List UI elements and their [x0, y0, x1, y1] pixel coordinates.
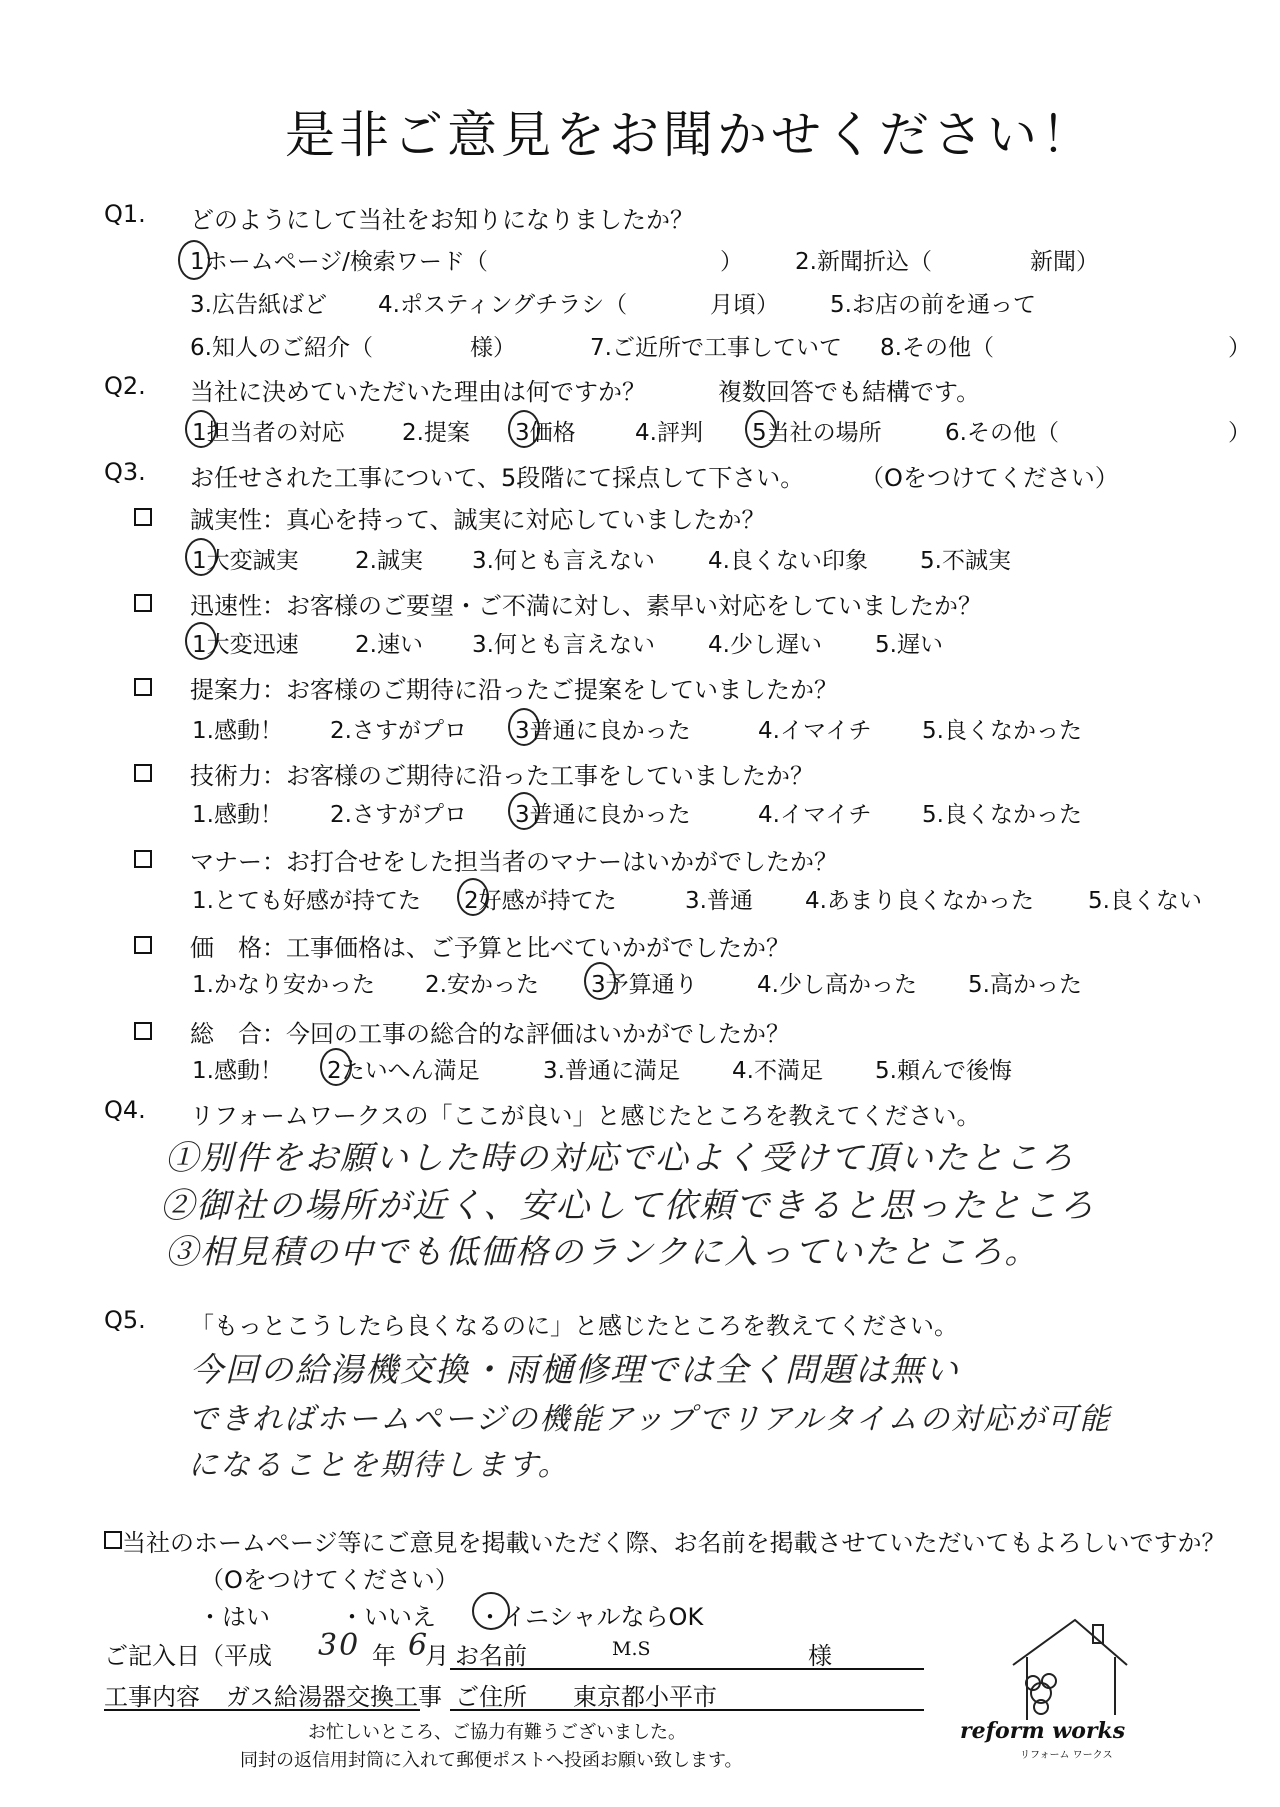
q1-option: 新聞） — [1030, 249, 1099, 275]
q3-label: Q3. — [104, 458, 146, 486]
q3-item-option: 4.少し遅い — [708, 632, 822, 658]
q3-item-option: 5.良くなかった — [922, 802, 1082, 828]
date-label: ご記入日（平成 — [104, 1642, 272, 1670]
q3-item-option: 2.さすがプロ — [330, 802, 467, 828]
q3-item-option: 5.頼んで後悔 — [875, 1058, 1012, 1084]
date-year: 30 — [318, 1628, 361, 1663]
q3-item-option: 3.普通 — [685, 888, 753, 914]
underline — [450, 1668, 924, 1670]
q3-item-option: 1.とても好感が持てた — [192, 888, 421, 914]
q3-item-option: 1大変迅速 — [192, 632, 299, 658]
q3-note: （Oをつけてください） — [860, 464, 1119, 492]
q3-item-option: 2たいへん満足 — [327, 1058, 480, 1084]
q3-item-question: 迅速性：お客様のご要望・ご不満に対し、素早い対応をしていましたか？ — [190, 592, 982, 620]
q3-item-option: 2好感が持てた — [464, 888, 617, 914]
q3-question: お任せされた工事について、5段階にて採点して下さい。 — [190, 464, 805, 492]
q1-option: ） — [1228, 335, 1251, 361]
underline — [104, 1709, 420, 1711]
checkbox — [134, 678, 152, 696]
q3-item-question: マナー：お打合せをした担当者のマナーはいかがでしたか？ — [190, 848, 838, 876]
q1-option: 8.その他（ — [880, 335, 994, 361]
q3-item-option: 2.安かった — [425, 972, 539, 998]
q4-handwritten-answer: ②御社の場所が近く、安心して依頼できると思ったところ — [160, 1186, 1096, 1226]
q3-item-question: 提案力：お客様のご期待に沿ったご提案をしていましたか？ — [190, 676, 838, 704]
q3-item-option: 3.何とも言えない — [472, 548, 655, 574]
q3-item-option: 4.少し高かった — [757, 972, 917, 998]
date-month: 6 — [408, 1628, 430, 1663]
customer-name: M.S — [612, 1638, 651, 1660]
q2-option: 3価格 — [515, 420, 576, 446]
q3-item-question: 誠実性：真心を持って、誠実に対応していましたか？ — [190, 506, 766, 534]
address-value: 東京都小平市 — [573, 1683, 717, 1711]
q2-option: 6.その他（ — [945, 420, 1059, 446]
checkbox — [134, 936, 152, 954]
page-title: 是非ご意見をお聞かせください！ — [285, 106, 1095, 164]
date-year-unit: 年 — [372, 1642, 396, 1670]
q5-label: Q5. — [104, 1306, 146, 1334]
q5-handwritten-answer: になることを期待します。 — [188, 1448, 570, 1483]
q3-item-option: 2.速い — [355, 632, 423, 658]
q3-item-option: 1.感動！ — [192, 802, 283, 828]
q3-item-option: 4.イマイチ — [758, 802, 872, 828]
q2-option: 2.提案 — [402, 420, 470, 446]
q3-item-question: 技術力：お客様のご期待に沿った工事をしていましたか？ — [190, 762, 814, 790]
q1-option: 2.新聞折込（ — [795, 249, 932, 275]
q1-option: 6.知人のご紹介（ — [190, 335, 373, 361]
q3-item-option: 3.何とも言えない — [472, 632, 655, 658]
q3-item-option: 4.不満足 — [732, 1058, 823, 1084]
address-label: ご住所 — [455, 1683, 527, 1711]
q3-item-option: 2.さすがプロ — [330, 718, 467, 744]
q4-handwritten-answer: ①別件をお願いした時の対応で心よく受けて頂いたところ — [165, 1138, 1075, 1177]
consent-option: ・いいえ — [340, 1603, 436, 1631]
checkbox — [104, 1531, 122, 1549]
checkbox — [134, 764, 152, 782]
q1-option: ） — [720, 249, 743, 275]
house-logo-icon — [1005, 1615, 1130, 1725]
work-label: 工事内容 — [104, 1683, 200, 1711]
work-content: ガス給湯器交換工事 — [226, 1683, 442, 1711]
q3-item-option: 1.感動！ — [192, 718, 283, 744]
q3-item-option: 1大変誠実 — [192, 548, 299, 574]
q3-item-option: 5.遅い — [875, 632, 943, 658]
checkbox — [134, 508, 152, 526]
q1-label: Q1. — [104, 200, 146, 228]
q3-item-option: 5.高かった — [968, 972, 1082, 998]
q1-option: 様） — [470, 335, 516, 361]
logo-subtext: リフォーム ワークス — [1020, 1750, 1113, 1761]
q3-item-option: 3予算通り — [591, 972, 698, 998]
q3-item-option: 5.良くなかった — [922, 718, 1082, 744]
q4-handwritten-answer: ③相見積の中でも低価格のランクに入っていたところ。 — [165, 1232, 1040, 1271]
q3-item-option: 4.あまり良くなかった — [805, 888, 1034, 914]
name-label: お名前 — [455, 1642, 527, 1670]
q3-item-option: 3普通に良かった — [515, 802, 691, 828]
checkbox — [134, 594, 152, 612]
q3-item-option: 2.誠実 — [355, 548, 423, 574]
q4-label: Q4. — [104, 1096, 146, 1124]
q5-handwritten-answer: 今回の給湯機交換・雨樋修理では全く問題は無い — [190, 1350, 960, 1389]
q1-question: どのようにして当社をお知りになりましたか？ — [190, 206, 694, 234]
q3-item-option: 4.良くない印象 — [708, 548, 868, 574]
q2-option: 4.評判 — [635, 420, 703, 446]
q3-item-option: 3普通に良かった — [515, 718, 691, 744]
q1-option: 3.広告紙ばど — [190, 292, 327, 318]
q2-question: 当社に決めていただいた理由は何ですか？ — [190, 378, 646, 406]
q3-item-option: 1.感動！ — [192, 1058, 283, 1084]
honorific: 様 — [808, 1642, 832, 1670]
q5-handwritten-answer: できればホームページの機能アップでリアルタイムの対応が可能 — [188, 1402, 1112, 1437]
consent-option: ・はい — [198, 1603, 270, 1631]
thanks-message: お忙しいところ、ご協力有難うございました。 — [308, 1722, 686, 1743]
date-month-unit: 月 — [425, 1642, 449, 1670]
q2-label: Q2. — [104, 372, 146, 400]
q3-item-option: 5.良くない — [1088, 888, 1202, 914]
consent-note: （Oをつけてください） — [200, 1566, 459, 1594]
q3-item-option: 5.不誠実 — [920, 548, 1011, 574]
consent-option: ・イニシャルならOK — [478, 1603, 704, 1631]
q3-item-option: 4.イマイチ — [758, 718, 872, 744]
return-instruction: 同封の返信用封筒に入れて郵便ポストへ投函お願い致します。 — [240, 1750, 743, 1771]
q2-option: 5当社の場所 — [752, 420, 882, 446]
q1-option: 7.ご近所で工事していて — [590, 335, 842, 361]
q3-item-question: 総 合：今回の工事の総合的な評価はいかがでしたか？ — [190, 1020, 790, 1048]
q1-option: 月頃） — [710, 292, 779, 318]
checkbox — [134, 1022, 152, 1040]
q1-option: 1ホームページ/検索ワード（ — [190, 249, 488, 275]
q1-option: 4.ポスティングチラシ（ — [378, 292, 628, 318]
q3-item-option: 3.普通に満足 — [543, 1058, 680, 1084]
q2-option: 1担当者の対応 — [192, 420, 345, 446]
q2-option: ） — [1228, 420, 1251, 446]
consent-question: 当社のホームページ等にご意見を掲載いただく際、お名前を掲載させていただいてもよろしいですか？ — [122, 1529, 1226, 1557]
underline — [450, 1709, 924, 1711]
q1-option: 5.お店の前を通って — [830, 292, 1036, 318]
company-logo — [1005, 1615, 1130, 1725]
q3-item-question: 価 格：工事価格は、ご予算と比べていかがでしたか？ — [190, 934, 790, 962]
q3-item-option: 1.かなり安かった — [192, 972, 375, 998]
checkbox — [134, 850, 152, 868]
q2-note: 複数回答でも結構です。 — [718, 378, 981, 406]
q5-question: 「もっとこうしたら良くなるのに」と感じたところを教えてください。 — [190, 1312, 958, 1340]
q4-question: リフォームワークスの「ここが良い」と感じたところを教えてください。 — [190, 1102, 981, 1130]
logo-text: reform works — [960, 1718, 1126, 1744]
